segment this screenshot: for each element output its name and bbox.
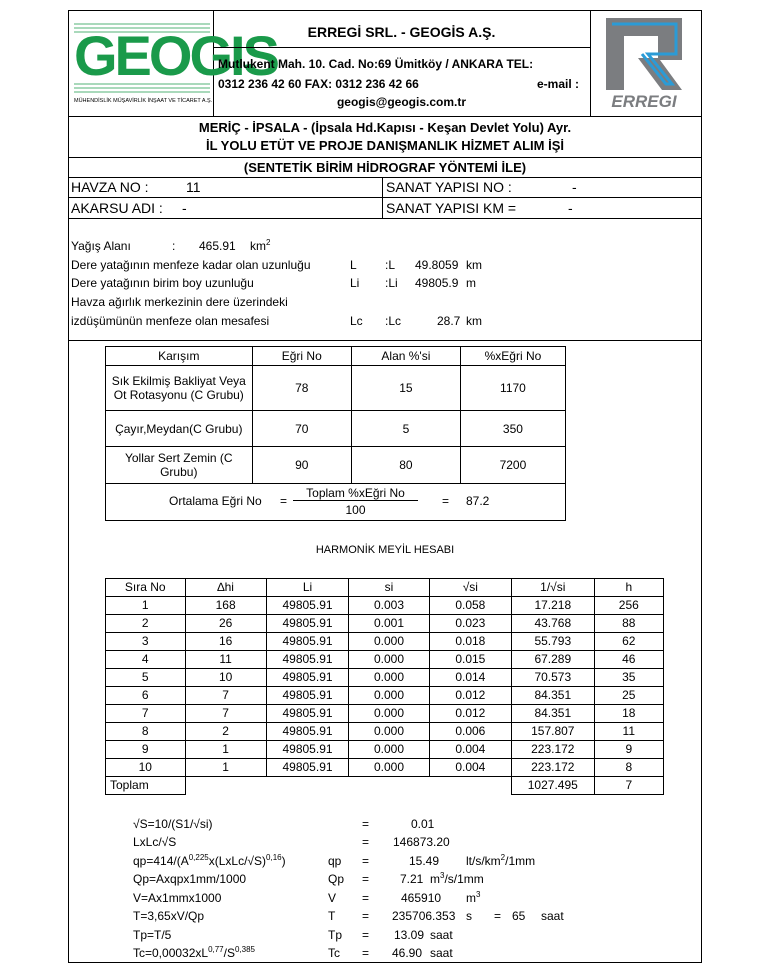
Tc-eq: =	[362, 946, 370, 960]
harmonic-li: 49805.91	[266, 759, 349, 777]
havza-label: HAVZA NO :	[71, 179, 149, 195]
V-eq: =	[362, 891, 370, 905]
harmonic-li: 49805.91	[266, 615, 349, 633]
V-unit-sup: 3	[476, 890, 481, 899]
harmonic-row	[106, 759, 664, 777]
s-value: 0.01	[411, 817, 435, 831]
avg-numerator: Toplam %xEğri No	[293, 486, 418, 501]
harmonic-inv-sqrt-si: 84.351	[512, 687, 595, 705]
V-value: 465910	[401, 891, 442, 905]
harmonic-inv-sqrt-si: 223.172	[512, 759, 595, 777]
mix-header-egri: Eğri No	[252, 347, 351, 366]
harmonic-h: 35	[594, 669, 663, 687]
V-unit	[466, 891, 480, 905]
harmonic-h: 256	[594, 597, 663, 615]
harmonic-dhi: 2	[185, 723, 266, 741]
mix-average-cell	[106, 484, 566, 521]
mix-product: 350	[460, 411, 565, 447]
mix-name: Yollar Sert Zemin (C Grubu)	[106, 447, 253, 484]
harmonic-h: 46	[594, 651, 663, 669]
qp-formula-c: )	[281, 854, 286, 868]
harmonic-si: 0.000	[349, 741, 429, 759]
mix-product: 7200	[460, 447, 565, 484]
harmonic-li: 49805.91	[266, 651, 349, 669]
harmonic-sqrt-si: 0.018	[429, 633, 511, 651]
harmonic-sira: 8	[106, 723, 186, 741]
harmonic-li: 49805.91	[266, 669, 349, 687]
harmonic-h: 18	[594, 705, 663, 723]
T-symbol: T	[328, 909, 336, 923]
harmonic-header-sira: Sıra No	[106, 579, 186, 597]
mix-header-product: %xEğri No	[460, 347, 565, 366]
harmonic-row	[106, 687, 664, 705]
T-unit: s	[466, 909, 472, 923]
Tc-unit: saat	[430, 946, 453, 960]
harmonic-header-sqrt-si: √si	[429, 579, 511, 597]
Tp-symbol: Tp	[328, 928, 343, 942]
sanat-no-value: -	[572, 179, 577, 195]
lc-symbol: Lc	[350, 314, 363, 328]
mix-product: 1170	[460, 366, 565, 411]
erregi-logo	[598, 14, 690, 112]
mix-average-row	[106, 484, 566, 521]
harmonic-sira: 3	[106, 633, 186, 651]
harmonic-header-li: Li	[266, 579, 349, 597]
harmonic-dhi: 16	[185, 633, 266, 651]
ident-row-divider	[68, 197, 702, 198]
Tc-formula-sup1: 0,77	[208, 945, 224, 954]
harmonic-header-h: h	[594, 579, 663, 597]
harmonic-si: 0.000	[349, 633, 429, 651]
geogis-logo-subtitle: MÜHENDİSLİK MÜŞAVİRLİK İNŞAAT VE TİCARET A.Ş.	[74, 98, 213, 104]
harmonic-si: 0.000	[349, 687, 429, 705]
method-divider	[68, 177, 702, 178]
harmonic-si: 0.000	[349, 723, 429, 741]
harmonic-dhi: 168	[185, 597, 266, 615]
lc-symbol2: :Lc	[385, 314, 402, 328]
harmonic-total-value: 1027.495	[512, 777, 595, 795]
li-label: Dere yatağının birim boy uzunluğu	[71, 276, 254, 290]
harmonic-header-si: si	[349, 579, 429, 597]
harmonic-sqrt-si: 0.004	[429, 759, 511, 777]
lxlc-eq: =	[362, 835, 370, 849]
lc-value: 28.7	[437, 314, 461, 328]
mix-header-karisim: Karışım	[106, 347, 253, 366]
V-symbol: V	[328, 891, 337, 905]
harmonic-row	[106, 615, 664, 633]
harmonic-sira: 5	[106, 669, 186, 687]
avg-denominator: 100	[345, 503, 366, 517]
lxlc-value: 146873.20	[393, 835, 450, 849]
harmonic-inv-sqrt-si: 17.218	[512, 597, 595, 615]
harmonic-li: 49805.91	[266, 705, 349, 723]
harmonic-si: 0.000	[349, 705, 429, 723]
l-unit: km	[466, 258, 482, 272]
harmonic-dhi: 26	[185, 615, 266, 633]
li-symbol2: :Li	[385, 276, 398, 290]
qp-formula	[133, 854, 286, 868]
harmonic-total-empty	[266, 777, 349, 795]
harmonic-dhi: 1	[185, 741, 266, 759]
address-line2: 0312 236 42 60 FAX: 0312 236 42 66	[218, 77, 419, 91]
harmonic-inv-sqrt-si: 67.289	[512, 651, 595, 669]
harmonic-h: 88	[594, 615, 663, 633]
qp-formula-a: qp=414/(A	[133, 854, 189, 868]
header-divider	[68, 116, 702, 117]
harmonic-sqrt-si: 0.012	[429, 687, 511, 705]
harmonic-si: 0.000	[349, 669, 429, 687]
harmonic-header-dhi: ∆hi	[185, 579, 266, 597]
lxlc-formula: LxLc/√S	[133, 835, 177, 849]
qp-unit-sup: 2	[500, 853, 506, 862]
harmonic-sqrt-si: 0.004	[429, 741, 511, 759]
mix-header-row	[106, 347, 566, 366]
lc-label-line2: izdüşümünün menfeze olan mesafesi	[71, 314, 270, 328]
sanat-km-value: -	[568, 200, 573, 216]
mix-egri: 70	[252, 411, 351, 447]
harmonic-sqrt-si: 0.012	[429, 705, 511, 723]
project-title-line2: İL YOLU ETÜT VE PROJE DANIŞMANLIK HİZMET ALIM İŞİ	[205, 138, 564, 153]
harmonic-li: 49805.91	[266, 597, 349, 615]
harmonic-h: 25	[594, 687, 663, 705]
qp-formula-b: x(LxLc/√S)	[208, 854, 267, 868]
harmonic-row	[106, 705, 664, 723]
harmonic-total-empty	[429, 777, 511, 795]
Qp-eq: =	[362, 872, 370, 886]
company-divider	[213, 47, 590, 48]
harmonic-inv-sqrt-si: 157.807	[512, 723, 595, 741]
Tp-value: 13.09	[394, 928, 425, 942]
harmonic-si: 0.000	[349, 651, 429, 669]
avg-value: 87.2	[466, 494, 490, 508]
harmonic-row	[106, 597, 664, 615]
sanat-no-label: SANAT YAPISI NO :	[386, 179, 512, 195]
l-symbol2: :L	[385, 258, 396, 272]
harmonic-sqrt-si: 0.014	[429, 669, 511, 687]
Qp-unit-a: m	[430, 872, 440, 886]
avg-eq: =	[280, 494, 288, 508]
qp-unit-b: /1mm	[505, 854, 536, 868]
harmonic-dhi: 10	[185, 669, 266, 687]
mix-egri: 90	[252, 447, 351, 484]
ident-bottom-divider	[68, 218, 702, 219]
Qp-unit-b: /s/1mm	[444, 872, 484, 886]
Tp-unit: saat	[430, 928, 453, 942]
harmonic-si: 0.003	[349, 597, 429, 615]
harmonic-dhi: 1	[185, 759, 266, 777]
mix-name: Sık Ekilmiş Bakliyat Veya Ot Rotasyonu (C Grubu)	[106, 366, 253, 411]
harmonic-sira: 4	[106, 651, 186, 669]
T-eq: =	[362, 909, 370, 923]
harmonic-si: 0.001	[349, 615, 429, 633]
harmonic-inv-sqrt-si: 223.172	[512, 741, 595, 759]
lc-unit: km	[466, 314, 482, 328]
email-value[interactable]: geogis@geogis.com.tr	[336, 95, 467, 109]
geogis-logo-text: GEOGIS	[74, 24, 277, 87]
harmonic-header-inv-sqrt-si: 1/√si	[512, 579, 595, 597]
harmonic-sira: 2	[106, 615, 186, 633]
T-value: 235706.353	[392, 909, 456, 923]
company-title: ERREGİ SRL. - GEOGİS A.Ş.	[307, 24, 496, 40]
area-label: Yağış Alanı	[71, 239, 131, 253]
akarsu-label: AKARSU ADI :	[71, 200, 163, 216]
l-value: 49.8059	[415, 258, 459, 272]
harmonic-inv-sqrt-si: 43.768	[512, 615, 595, 633]
mix-alan: 80	[351, 447, 460, 484]
harmonic-total-h: 7	[594, 777, 663, 795]
harmonic-row	[106, 669, 664, 687]
mix-row	[106, 411, 566, 447]
mix-table	[105, 346, 566, 521]
harmonic-sira: 10	[106, 759, 186, 777]
qp-unit-a: lt/s/km	[466, 854, 501, 868]
havza-value: 11	[186, 179, 201, 195]
Qp-formula: Qp=Axqpx1mm/1000	[133, 872, 247, 886]
Tc-formula-sup2: 0,385	[234, 945, 256, 954]
harmonic-inv-sqrt-si: 55.793	[512, 633, 595, 651]
header-divider-right	[590, 10, 591, 116]
harmonic-sqrt-si: 0.006	[429, 723, 511, 741]
email-label: e-mail :	[537, 77, 580, 91]
avg-label: Ortalama Eğri No	[169, 494, 262, 508]
Tc-formula-a: Tc=0,00032xL	[133, 946, 209, 960]
T-formula: T=3,65xV/Qp	[133, 909, 205, 923]
harmonic-total-label: Toplam	[106, 777, 186, 795]
params-divider	[68, 340, 702, 341]
harmonic-header-row	[106, 579, 664, 597]
harmonic-row	[106, 723, 664, 741]
harmonic-total-empty	[185, 777, 266, 795]
project-title-line1: MERİÇ - İPSALA - (İpsala Hd.Kapısı - Keşan Devlet Yolu) Ayr.	[198, 120, 572, 135]
harmonic-dhi: 11	[185, 651, 266, 669]
harmonic-sqrt-si: 0.015	[429, 651, 511, 669]
qp-formula-sup2: 0,16	[266, 853, 282, 862]
qp-unit	[466, 854, 535, 868]
V-unit-a: m	[466, 891, 476, 905]
li-unit: m	[466, 276, 476, 290]
T-value2: 65	[512, 909, 526, 923]
Qp-value: 7.21	[400, 872, 424, 886]
address-line1: Mutlukent Mah. 10. Cad. No:69 Ümitköy / ANKARA TEL:	[218, 57, 534, 71]
harmonic-sira: 9	[106, 741, 186, 759]
area-unit	[250, 239, 270, 253]
Tc-value: 46.90	[392, 946, 423, 960]
qp-eq: =	[362, 854, 370, 868]
Tp-formula: Tp=T/5	[133, 928, 172, 942]
harmonic-li: 49805.91	[266, 633, 349, 651]
area-unit-text: km	[250, 239, 266, 253]
qp-symbol: qp	[328, 854, 342, 868]
harmonic-si: 0.000	[349, 759, 429, 777]
mix-alan: 5	[351, 411, 460, 447]
T-eq2: =	[494, 909, 502, 923]
Tp-eq: =	[362, 928, 370, 942]
harmonic-sira: 7	[106, 705, 186, 723]
Tc-formula-b: /S	[223, 946, 235, 960]
Tc-symbol: Tc	[328, 946, 340, 960]
harmonic-body	[106, 597, 664, 777]
harmonic-h: 11	[594, 723, 663, 741]
mix-egri: 78	[252, 366, 351, 411]
harmonic-row	[106, 741, 664, 759]
V-formula: V=Ax1mmx1000	[133, 891, 222, 905]
harmonic-h: 9	[594, 741, 663, 759]
Tc-formula	[133, 946, 255, 960]
harmonic-li: 49805.91	[266, 741, 349, 759]
mix-alan: 15	[351, 366, 460, 411]
l-label: Dere yatağının menfeze kadar olan uzunluğu	[71, 258, 311, 272]
area-unit-sup: 2	[266, 238, 271, 247]
erregi-logo-graphic	[598, 14, 690, 94]
akarsu-value: -	[182, 200, 187, 216]
harmonic-sqrt-si: 0.023	[429, 615, 511, 633]
qp-value: 15.49	[409, 854, 440, 868]
qp-formula-sup1: 0,225	[188, 853, 209, 862]
harmonic-row	[106, 651, 664, 669]
T-unit2: saat	[541, 909, 564, 923]
harmonic-dhi: 7	[185, 687, 266, 705]
area-colon: :	[172, 239, 176, 253]
harmonic-sira: 1	[106, 597, 186, 615]
avg-eq2: =	[442, 494, 450, 508]
sanat-km-label: SANAT YAPISI KM =	[386, 200, 517, 216]
harmonic-inv-sqrt-si: 70.573	[512, 669, 595, 687]
area-value: 465.91	[199, 239, 236, 253]
Qp-unit-sup: 3	[440, 871, 445, 880]
harmonic-sira: 6	[106, 687, 186, 705]
Qp-symbol: Qp	[328, 872, 345, 886]
lc-label-line1: Havza ağırlık merkezinin dere üzerindeki	[71, 295, 288, 309]
harmonic-row	[106, 633, 664, 651]
mix-header-alan: Alan %'si	[351, 347, 460, 366]
harmonic-li: 49805.91	[266, 687, 349, 705]
harmonic-h: 62	[594, 633, 663, 651]
harmonic-inv-sqrt-si: 84.351	[512, 705, 595, 723]
l-symbol: L	[350, 258, 357, 272]
harmonic-sqrt-si: 0.058	[429, 597, 511, 615]
s-eq: =	[362, 817, 370, 831]
harmonic-title: HARMONİK MEYİL HESABI	[315, 544, 455, 556]
harmonic-total-empty	[349, 777, 429, 795]
mix-name: Çayır,Meydan(C Grubu)	[106, 411, 253, 447]
mix-row	[106, 366, 566, 411]
li-value: 49805.9	[415, 276, 459, 290]
harmonic-table	[105, 578, 664, 795]
erregi-logo-text: ERREGI	[611, 92, 677, 111]
harmonic-total-row	[106, 777, 664, 795]
mix-row	[106, 447, 566, 484]
harmonic-li: 49805.91	[266, 723, 349, 741]
s-formula: √S=10/(S1/√si)	[133, 817, 213, 831]
harmonic-h: 8	[594, 759, 663, 777]
Qp-unit	[430, 872, 484, 886]
title-divider	[68, 157, 702, 158]
harmonic-dhi: 7	[185, 705, 266, 723]
li-symbol: Li	[350, 276, 360, 290]
geogis-logo	[74, 18, 277, 108]
method-title: (SENTETİK BİRİM HİDROGRAF YÖNTEMİ İLE)	[243, 160, 527, 175]
